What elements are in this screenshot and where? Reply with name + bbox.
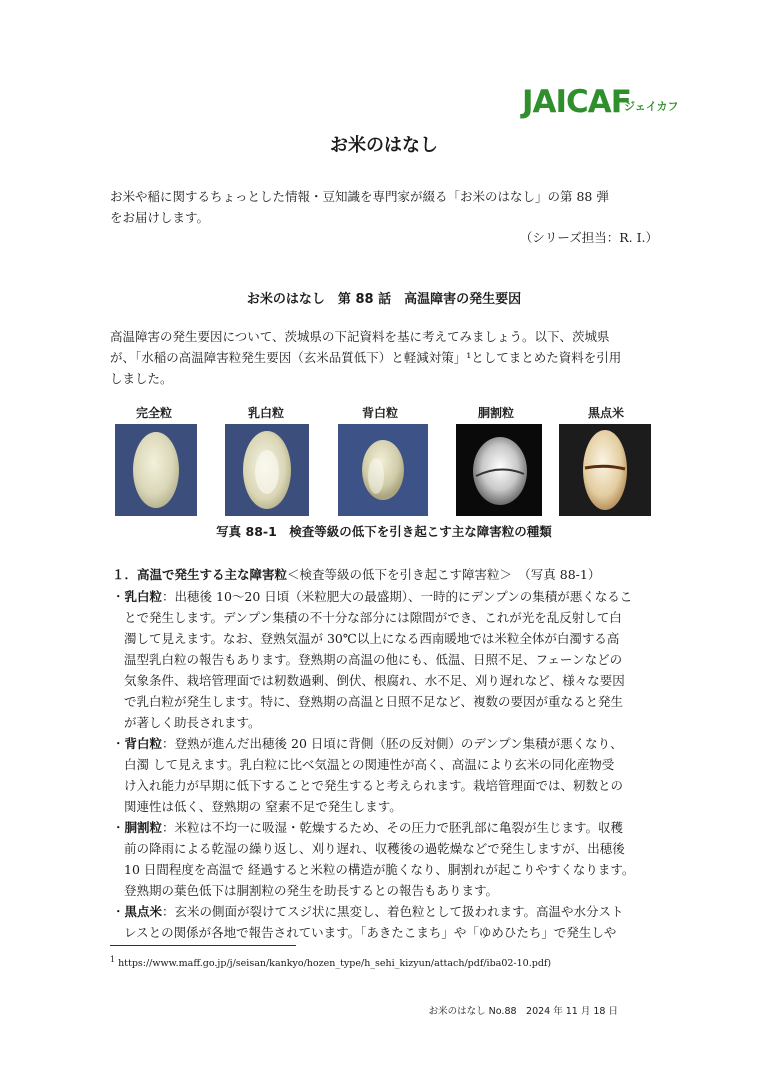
page-footer: お米のはなし No.88 2024 年 11 月 18 日 xyxy=(428,1006,618,1017)
grain-label-milky-white: 乳白粒 xyxy=(247,406,284,420)
item-term-milky-white: 乳白粒 xyxy=(124,589,163,604)
logo-katakana: ジェイカフ xyxy=(624,100,679,113)
item-cracked-line-3: 10 日間程度を高温で 経過すると米粒の構造が脆くなり、胴割れが起こりやすくなります。 xyxy=(124,862,635,877)
item-milky-white-line-2: とで発生します。デンプン集積の不十分な部分には隙間ができ、これが光を乱反射して白 xyxy=(124,610,622,625)
section-heading xyxy=(112,565,600,583)
item-milky-white-line-5: 気象条件、栽培管理面では籾数過剰、倒伏、根腐れ、水不足、刈り遅れなど、様々な要因 xyxy=(124,673,625,688)
jaicaf-logo xyxy=(522,84,679,124)
footnote-mark: 1 xyxy=(110,955,116,964)
body-intro-line-2: が、「水稲の高温障害粒発生要因（玄米品質低下）と軽減対策」¹としてまとめた資料を引用 xyxy=(110,350,622,365)
photo-black-spot-grain xyxy=(559,424,651,516)
item-milky-white-line-6: で乳白粒が発生します。特に、登熟期の高温と日照不足など、複数の要因が重なると発生 xyxy=(124,694,624,709)
grain-label-complete: 完全粒 xyxy=(135,406,172,420)
grain-label-black-spot: 黒点米 xyxy=(587,406,624,420)
section-heading-title: １．高温で発生する主な障害粒 xyxy=(112,567,288,582)
series-credit: （シリーズ担当：R. I.） xyxy=(519,230,658,245)
intro-line-2: をお届けします。 xyxy=(110,210,210,225)
grain-label-cracked: 胴割粒 xyxy=(477,406,514,420)
item-cracked-line-4: 登熟期の葉色低下は胴割粒の発生を助長するとの報告もあります。 xyxy=(124,883,499,898)
item-milky-white-line-4: 温型乳白粒の報告もあります。登熟期の高温の他にも、低温、日照不足、フェーンなどの xyxy=(124,652,623,667)
item-milky-white-line-1: ・乳白粒：出穂後 10〜20 日頃（米粒肥大の最盛期）、一時的にデンプンの集積が悪くなるこ xyxy=(112,589,633,604)
intro-line-1: お米や稲に関するちょっとした情報・豆知識を専門家が綴る「お米のはなし」の第 88 弾 xyxy=(110,189,609,204)
item-term-white-back: 背白粒 xyxy=(124,736,163,751)
photo-milky-white-grain xyxy=(225,424,309,516)
item-white-back-line-3: け入れ能力が早期に低下することで発生すると考えられます。栽培管理面では、籾数との xyxy=(124,778,624,793)
episode-title: お米のはなし 第 88 話 高温障害の発生要因 xyxy=(246,292,522,307)
item-milky-white-line-7: が著しく助長されます。 xyxy=(124,715,261,730)
body-intro-line-3: しました。 xyxy=(110,371,173,386)
photo-white-back-grain xyxy=(338,424,428,516)
logo-wordmark: JAICAF xyxy=(522,84,631,120)
item-white-back-line-1: ・背白粒：登熟が進んだ出穂後 20 日頃に背側（胚の反対側）のデンプン集積が悪くなり、 xyxy=(112,736,623,751)
section-heading-sub: ＜検査等級の低下を引き起こす障害粒＞ （写真 88-1） xyxy=(287,567,601,582)
footnote xyxy=(110,955,551,969)
item-white-back-line-4: 関連性は低く、登熟期の 窒素不足で発生します。 xyxy=(124,799,402,814)
item-term-black-spot: 黒点米 xyxy=(124,904,163,919)
item-term-cracked: 胴割粒 xyxy=(124,820,163,835)
page-title: お米のはなし xyxy=(330,135,438,156)
item-cracked-line-2: 前の降雨による乾湿の繰り返し、刈り遅れ、収穫後の過乾燥などで発生しますが、出穂後 xyxy=(124,841,625,856)
footnote-rule xyxy=(110,945,296,946)
grain-label-white-back: 背白粒 xyxy=(361,406,398,420)
photo-cracked-grain xyxy=(456,424,542,516)
photo-complete-grain xyxy=(115,424,197,516)
item-milky-white-line-3: 濁して見えます。なお、登熟気温が 30℃以上になる西南暖地では米粒全体が白濁する高 xyxy=(124,631,620,646)
photo-caption: 写真 88-1 検査等級の低下を引き起こす主な障害粒の種類 xyxy=(216,524,552,539)
item-black-spot-line-2: レスとの関係が各地で報告されています。「あきたこまち」や「ゆめひたち」で発生しや xyxy=(124,925,617,940)
body-intro-line-1: 高温障害の発生要因について、茨城県の下記資料を基に考えてみましょう。以下、茨城県 xyxy=(110,329,610,344)
item-cracked-line-1: ・胴割粒：米粒は不均一に吸湿・乾燥するため、その圧力で胚乳部に亀裂が生じます。収穫 xyxy=(112,820,624,835)
footnote-url: https://www.maff.go.jp/j/seisan/kankyo/hozen_type/h_sehi_kizyun/attach/pdf/iba02-10.pdf) xyxy=(118,958,552,970)
item-black-spot-line-1: ・黒点米：玄米の側面が裂けてスジ状に黒変し、着色粒として扱われます。高温や水分スト xyxy=(112,904,624,919)
item-white-back-line-2: 白濁 して見えます。乳白粒に比べ気温との関連性が高く、高温により玄米の同化産物受 xyxy=(124,757,615,772)
